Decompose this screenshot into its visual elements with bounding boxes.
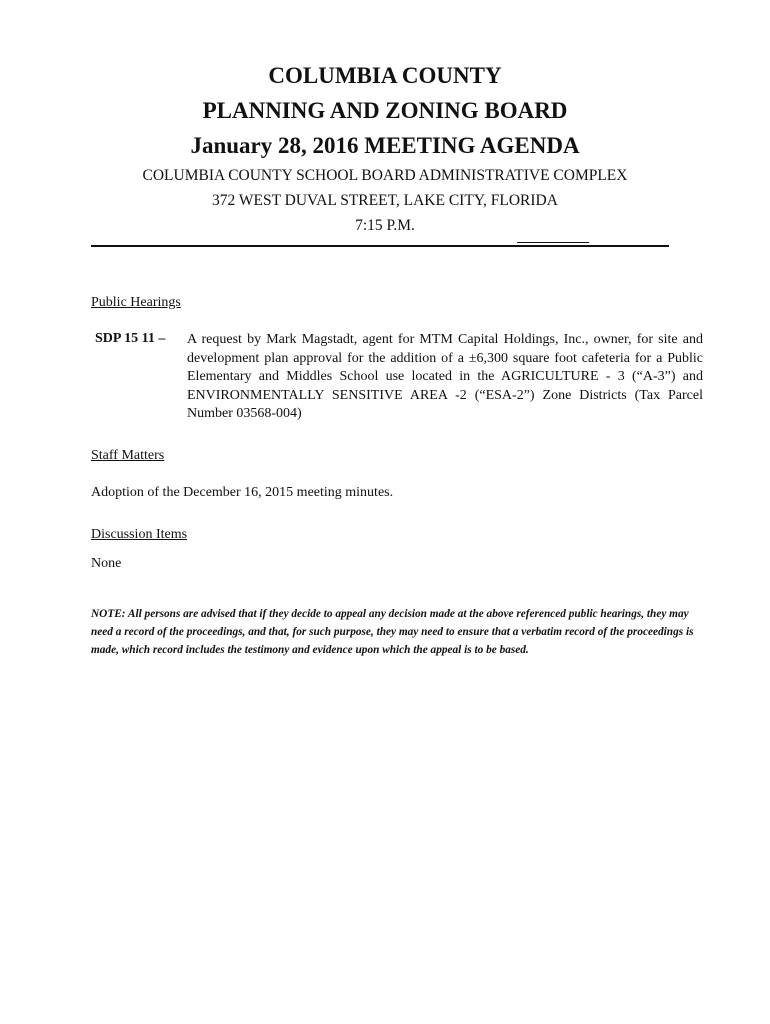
- appeal-note: NOTE: All persons are advised that if they decide to appeal any decision made at the above referenced public hearings, they may need a record of the proceedings, and that, for such purpose, they may need to ensure that a verbatim record of the proceedings is made, which record includes the testimony and evidence upon which the appeal is to be based.: [91, 608, 694, 656]
- divider-short: [517, 242, 589, 243]
- meeting-title: January 28, 2016 MEETING AGENDA: [190, 133, 580, 158]
- county-title: COLUMBIA COUNTY: [268, 63, 502, 88]
- public-hearings-heading: Public Hearings: [91, 295, 181, 310]
- discussion-items-text: None: [91, 556, 122, 571]
- staff-matters-heading: Staff Matters: [91, 448, 165, 463]
- hearing-item-text: A request by Mark Magstadt, agent for MTM Capital Holdings, Inc., owner, for site and development plan approval for the addition of a ±6,300 square foot cafeteria for a Public Elementary and Middles School use located in the AGRICULTURE - 3 (“A-3”) and ENVIRONMENTALLY SENSITIVE AREA -2 (“ESA-2”) Zone Districts (Tax Parcel Number 03568-004): [187, 332, 703, 421]
- venue: COLUMBIA COUNTY SCHOOL BOARD ADMINISTRATIVE COMPLEX: [142, 167, 628, 184]
- meeting-time: 7:15 P.M.: [355, 217, 415, 234]
- staff-matters-text: Adoption of the December 16, 2015 meeting minutes.: [91, 485, 394, 500]
- hearing-item-id: SDP 15 11 –: [95, 331, 166, 346]
- address: 372 WEST DUVAL STREET, LAKE CITY, FLORIDA: [212, 192, 558, 209]
- discussion-items-heading: Discussion Items: [91, 527, 188, 542]
- board-title: PLANNING AND ZONING BOARD: [202, 98, 568, 123]
- divider: [91, 245, 669, 247]
- agenda-header: [0, 58, 770, 238]
